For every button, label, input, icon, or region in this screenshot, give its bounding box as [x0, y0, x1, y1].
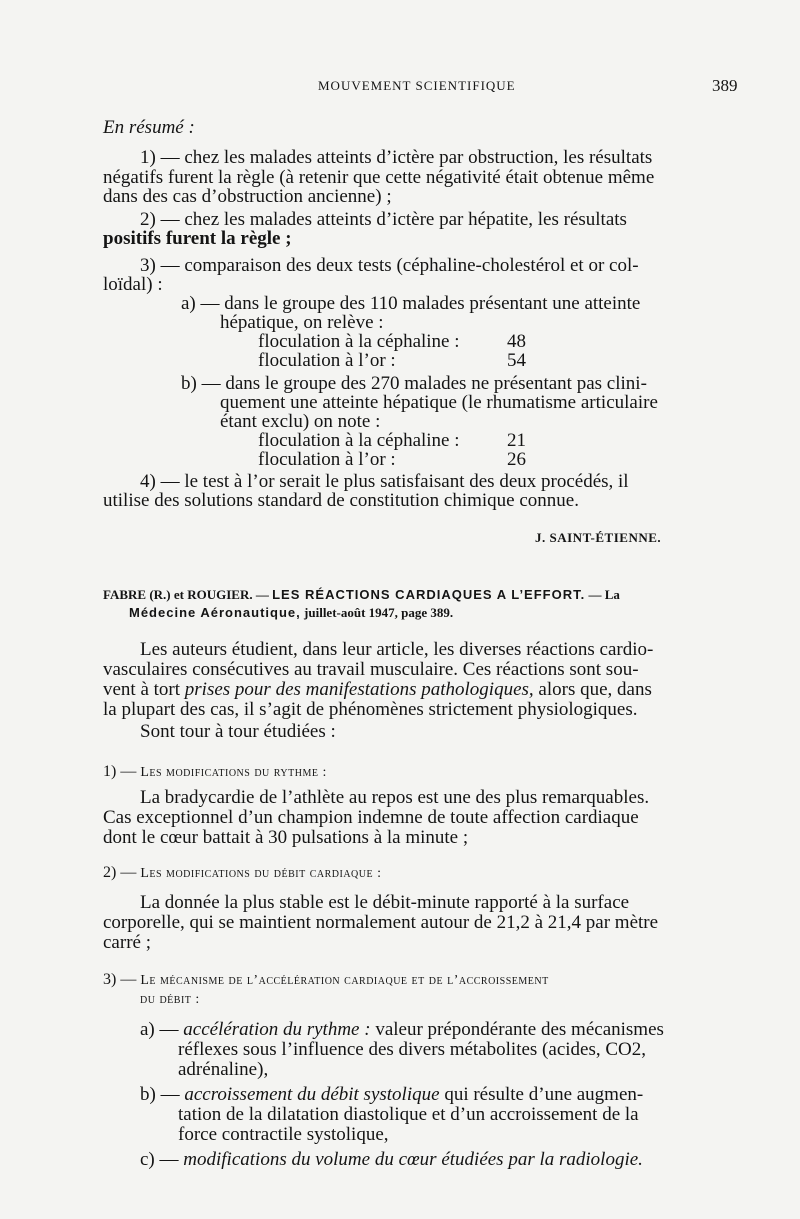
section-number: 3) —: [103, 971, 141, 988]
reference-date: juillet-août 1947, page 389.: [304, 605, 454, 620]
reference-authors: FABRE (R.) et ROUGIER.: [103, 587, 253, 602]
article-italic: prises pour des manifestations pathologiques,: [184, 679, 534, 700]
section-heading-2: [103, 864, 382, 883]
summary-line: 2) — chez les malades atteints d’ictère par hépatite, les résultats: [140, 209, 627, 230]
summary-line: 1) — chez les malades atteints d’ictère par obstruction, les résultats: [140, 147, 653, 168]
section-number: 1) —: [103, 763, 141, 780]
section-title: Le mécanisme de l’accélération cardiaque et de l’accroissement: [140, 973, 549, 988]
article-text: vent à tort: [103, 679, 185, 700]
section-heading-3-cont: [140, 990, 200, 1009]
page-number: 389: [712, 76, 738, 95]
article-line: réflexes sous l’influence des divers métabolites (acides, CO2,: [178, 1039, 646, 1060]
section-number: 2) —: [103, 864, 141, 881]
article-line: vasculaires consécutives au travail musculaire. Ces réactions sont sou-: [103, 659, 639, 680]
reference-journal: Médecine Aéronautique,: [129, 605, 301, 620]
item-number: b) —: [140, 1084, 185, 1105]
summary-line: dans des cas d’obstruction ancienne) ;: [103, 186, 392, 207]
summary-line: a) — dans le groupe des 110 malades présentant une atteinte: [181, 293, 641, 314]
item-italic: modifications du volume du cœur étudiées par la radiologie.: [183, 1149, 643, 1170]
summary-line: 4) — le test à l’or serait le plus satisfaisant des deux procédés, il: [140, 471, 629, 492]
item-number: c) —: [140, 1149, 184, 1170]
summary-line: hépatique, on relève :: [220, 312, 384, 333]
reference-line-2: [129, 605, 453, 621]
article-line: carré ;: [103, 932, 151, 953]
group-a-label: floculation à la céphaline :: [258, 331, 460, 352]
group-a-label: floculation à l’or :: [258, 350, 396, 371]
summary-line: quement une atteinte hépatique (le rhumatisme articulaire: [220, 392, 658, 413]
item-number: a) —: [140, 1019, 184, 1040]
group-b-value: 21: [507, 430, 526, 451]
summary-line: négatifs furent la règle (à retenir que cette négativité était obtenue même: [103, 167, 655, 188]
section-title: Les modifications du rythme :: [140, 765, 327, 780]
article-line: la plupart des cas, il s’agit de phénomènes strictement physiologiques.: [103, 699, 638, 720]
group-b-value: 26: [507, 449, 526, 470]
article-line: force contractile systolique,: [178, 1124, 389, 1145]
group-b-label: floculation à la céphaline :: [258, 430, 460, 451]
article-line: [140, 1150, 643, 1170]
summary-line: utilise des solutions standard de constitution chimique connue.: [103, 490, 579, 511]
article-line: [103, 680, 652, 700]
group-b-label: floculation à l’or :: [258, 449, 396, 470]
summary-line: b) — dans le groupe des 270 malades ne présentant pas clini-: [181, 373, 647, 394]
item-italic: accroissement du débit systolique: [184, 1084, 440, 1105]
summary-line: loïdal) :: [103, 274, 163, 295]
article-line: Cas exceptionnel d’un champion indemne de toute affection cardiaque: [103, 807, 639, 828]
summary-line: 3) — comparaison des deux tests (céphaline-cholestérol et or col-: [140, 255, 639, 276]
article-line: [140, 1020, 664, 1040]
article-line: La bradycardie de l’athlète au repos est une des plus remarquables.: [140, 787, 650, 808]
summary-line: étant exclu) on note :: [220, 411, 381, 432]
reference-title: LES RÉACTIONS CARDIAQUES A L’EFFORT.: [272, 587, 586, 602]
item-text: qui résulte d’une augmen-: [439, 1084, 644, 1105]
article-text: alors que, dans: [533, 679, 652, 700]
article-line: corporelle, qui se maintient normalement autour de 21,2 à 21,4 par mètre: [103, 912, 659, 933]
article-line: tation de la dilatation diastolique et d’un accroissement de la: [178, 1104, 639, 1125]
article-line: adrénaline),: [178, 1059, 269, 1080]
summary-title: En résumé :: [103, 117, 195, 138]
article-line: Les auteurs étudient, dans leur article, les diverses réactions cardio-: [140, 639, 654, 660]
summary-line: positifs furent la règle ;: [103, 228, 292, 249]
section-heading-1: [103, 763, 327, 782]
article-line: Sont tour à tour étudiées :: [140, 721, 336, 742]
article-line: La donnée la plus stable est le débit-minute rapporté à la surface: [140, 892, 630, 913]
group-a-value: 54: [507, 350, 526, 371]
reference-dash2: — La: [588, 587, 620, 602]
reference-dash: —: [255, 587, 269, 602]
section-heading-3: [103, 971, 549, 990]
running-title: MOUVEMENT SCIENTIFIQUE: [318, 78, 516, 93]
section-title: Les modifications du débit cardiaque :: [140, 866, 382, 881]
item-italic: accélération du rythme :: [183, 1019, 371, 1040]
article-line: [140, 1085, 643, 1105]
signature: J. SAINT-ÉTIENNE.: [535, 530, 662, 545]
reference-line-1: [103, 587, 620, 603]
group-a-value: 48: [507, 331, 526, 352]
article-line: dont le cœur battait à 30 pulsations à la minute ;: [103, 827, 469, 848]
item-text: valeur prépondérante des mécanismes: [370, 1019, 664, 1040]
section-title: du débit :: [140, 992, 200, 1007]
